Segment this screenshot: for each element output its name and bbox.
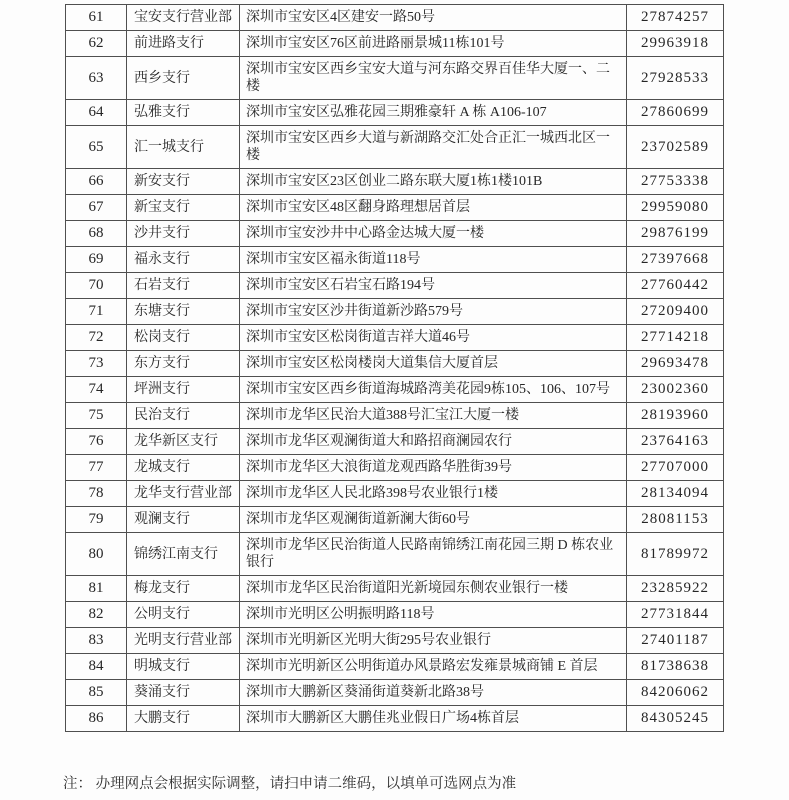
- branch-name-cell: 龙华支行营业部: [127, 481, 240, 507]
- row-number-cell: 71: [66, 299, 127, 325]
- address-cell: 深圳市光明新区光明大街295号农业银行: [240, 628, 627, 654]
- phone-cell: 29963918: [627, 31, 724, 57]
- branch-name-cell: 葵涌支行: [127, 680, 240, 706]
- address-cell: 深圳市龙华区民治街道阳光新境园东侧农业银行一楼: [240, 576, 627, 602]
- address-cell: 深圳市宝安区沙井街道新沙路579号: [240, 299, 627, 325]
- phone-cell: 23285922: [627, 576, 724, 602]
- branch-name-cell: 东方支行: [127, 351, 240, 377]
- row-number-cell: 70: [66, 273, 127, 299]
- branch-name-cell: 宝安支行营业部: [127, 5, 240, 31]
- row-number-cell: 68: [66, 221, 127, 247]
- phone-cell: 27753338: [627, 169, 724, 195]
- branch-name-cell: 龙华新区支行: [127, 429, 240, 455]
- row-number-cell: 72: [66, 325, 127, 351]
- table-row: [66, 31, 724, 57]
- table-row: [66, 273, 724, 299]
- table-row: [66, 377, 724, 403]
- phone-cell: 23764163: [627, 429, 724, 455]
- address-cell: 深圳市龙华区观澜街道大和路招商澜园农行: [240, 429, 627, 455]
- branch-name-cell: 公明支行: [127, 602, 240, 628]
- row-number-cell: 86: [66, 706, 127, 732]
- phone-cell: 27714218: [627, 325, 724, 351]
- footnote: 注： 办理网点会根据实际调整，请扫申请二维码，以填单可选网点为准: [63, 776, 517, 792]
- branch-name-cell: 民治支行: [127, 403, 240, 429]
- branch-name-cell: 大鹏支行: [127, 706, 240, 732]
- row-number-cell: 66: [66, 169, 127, 195]
- row-number-cell: 78: [66, 481, 127, 507]
- branch-name-cell: 梅龙支行: [127, 576, 240, 602]
- address-cell: 深圳市宝安区西乡宝安大道与河东路交界百佳华大厦一、二楼: [240, 57, 627, 100]
- table-row: [66, 628, 724, 654]
- branch-name-cell: 光明支行营业部: [127, 628, 240, 654]
- branch-name-cell: 锦绣江南支行: [127, 533, 240, 576]
- branch-name-cell: 弘雅支行: [127, 100, 240, 126]
- table-row: [66, 100, 724, 126]
- phone-cell: 27860699: [627, 100, 724, 126]
- row-number-cell: 82: [66, 602, 127, 628]
- address-cell: 深圳市宝安区弘雅花园三期雅豪轩 A 栋 A106-107: [240, 100, 627, 126]
- phone-cell: 28193960: [627, 403, 724, 429]
- phone-cell: 84305245: [627, 706, 724, 732]
- row-number-cell: 79: [66, 507, 127, 533]
- branch-name-cell: 东塘支行: [127, 299, 240, 325]
- table-row: [66, 221, 724, 247]
- address-cell: 深圳市龙华区观澜街道新澜大街60号: [240, 507, 627, 533]
- row-number-cell: 64: [66, 100, 127, 126]
- phone-cell: 81789972: [627, 533, 724, 576]
- row-number-cell: 83: [66, 628, 127, 654]
- row-number-cell: 63: [66, 57, 127, 100]
- row-number-cell: 67: [66, 195, 127, 221]
- phone-cell: 23702589: [627, 126, 724, 169]
- phone-cell: 29693478: [627, 351, 724, 377]
- phone-cell: 27731844: [627, 602, 724, 628]
- address-cell: 深圳市宝安区48区翻身路理想居首层: [240, 195, 627, 221]
- branch-name-cell: 坪洲支行: [127, 377, 240, 403]
- phone-cell: 23002360: [627, 377, 724, 403]
- address-cell: 深圳市龙华区大浪街道龙观西路华胜街39号: [240, 455, 627, 481]
- table-row: [66, 481, 724, 507]
- branch-name-cell: 石岩支行: [127, 273, 240, 299]
- table-row: [66, 706, 724, 732]
- row-number-cell: 84: [66, 654, 127, 680]
- phone-cell: 29959080: [627, 195, 724, 221]
- table-row: [66, 169, 724, 195]
- table-row: [66, 351, 724, 377]
- row-number-cell: 62: [66, 31, 127, 57]
- branch-name-cell: 前进路支行: [127, 31, 240, 57]
- address-cell: 深圳市宝安区23区创业二路东联大厦1栋1楼101B: [240, 169, 627, 195]
- table-row: [66, 299, 724, 325]
- row-number-cell: 73: [66, 351, 127, 377]
- branch-name-cell: 汇一城支行: [127, 126, 240, 169]
- address-cell: 深圳市宝安区4区建安一路50号: [240, 5, 627, 31]
- row-number-cell: 74: [66, 377, 127, 403]
- address-cell: 深圳市宝安区松岗楼岗大道集信大厦首层: [240, 351, 627, 377]
- address-cell: 深圳市光明区公明振明路118号: [240, 602, 627, 628]
- table-row: [66, 403, 724, 429]
- address-cell: 深圳市宝安区西乡大道与新湖路交汇处合正汇一城西北区一楼: [240, 126, 627, 169]
- address-cell: 深圳市宝安区76区前进路丽景城11栋101号: [240, 31, 627, 57]
- table-row: [66, 455, 724, 481]
- branch-name-cell: 西乡支行: [127, 57, 240, 100]
- row-number-cell: 69: [66, 247, 127, 273]
- address-cell: 深圳市大鹏新区葵涌街道葵新北路38号: [240, 680, 627, 706]
- phone-cell: 29876199: [627, 221, 724, 247]
- address-cell: 深圳市龙华区民治街道人民路南锦绣江南花园三期 D 栋农业银行: [240, 533, 627, 576]
- phone-cell: 27760442: [627, 273, 724, 299]
- branch-name-cell: 新宝支行: [127, 195, 240, 221]
- row-number-cell: 77: [66, 455, 127, 481]
- branch-table-body: [66, 5, 724, 732]
- row-number-cell: 65: [66, 126, 127, 169]
- row-number-cell: 81: [66, 576, 127, 602]
- row-number-cell: 85: [66, 680, 127, 706]
- phone-cell: 27707000: [627, 455, 724, 481]
- address-cell: 深圳市龙华区人民北路398号农业银行1楼: [240, 481, 627, 507]
- branch-name-cell: 明城支行: [127, 654, 240, 680]
- address-cell: 深圳市光明新区公明街道办风景路宏发雍景城商铺 E 首层: [240, 654, 627, 680]
- table-row: [66, 576, 724, 602]
- branch-name-cell: 新安支行: [127, 169, 240, 195]
- branch-name-cell: 观澜支行: [127, 507, 240, 533]
- phone-cell: 28081153: [627, 507, 724, 533]
- phone-cell: 28134094: [627, 481, 724, 507]
- table-row: [66, 507, 724, 533]
- row-number-cell: 80: [66, 533, 127, 576]
- row-number-cell: 75: [66, 403, 127, 429]
- address-cell: 深圳市宝安区石岩宝石路194号: [240, 273, 627, 299]
- table-row: [66, 533, 724, 576]
- address-cell: 深圳市宝安区福永街道118号: [240, 247, 627, 273]
- table-row: [66, 126, 724, 169]
- table-row: [66, 602, 724, 628]
- table-row: [66, 429, 724, 455]
- phone-cell: 84206062: [627, 680, 724, 706]
- phone-cell: 27401187: [627, 628, 724, 654]
- bank-branch-table: [65, 4, 724, 732]
- table-row: [66, 654, 724, 680]
- address-cell: 深圳市龙华区民治大道388号汇宝江大厦一楼: [240, 403, 627, 429]
- branch-name-cell: 沙井支行: [127, 221, 240, 247]
- table-row: [66, 195, 724, 221]
- row-number-cell: 76: [66, 429, 127, 455]
- phone-cell: 27928533: [627, 57, 724, 100]
- branch-name-cell: 松岗支行: [127, 325, 240, 351]
- address-cell: 深圳市大鹏新区大鹏佳兆业假日广场4栋首层: [240, 706, 627, 732]
- table-row: [66, 247, 724, 273]
- table-row: [66, 57, 724, 100]
- address-cell: 深圳市宝安区西乡街道海城路湾美花园9栋105、106、107号: [240, 377, 627, 403]
- address-cell: 深圳市宝安沙井中心路金达城大厦一楼: [240, 221, 627, 247]
- table-row: [66, 680, 724, 706]
- table-row: [66, 5, 724, 31]
- phone-cell: 27209400: [627, 299, 724, 325]
- phone-cell: 27397668: [627, 247, 724, 273]
- address-cell: 深圳市宝安区松岗街道吉祥大道46号: [240, 325, 627, 351]
- phone-cell: 27874257: [627, 5, 724, 31]
- branch-name-cell: 龙城支行: [127, 455, 240, 481]
- phone-cell: 81738638: [627, 654, 724, 680]
- row-number-cell: 61: [66, 5, 127, 31]
- branch-name-cell: 福永支行: [127, 247, 240, 273]
- table-row: [66, 325, 724, 351]
